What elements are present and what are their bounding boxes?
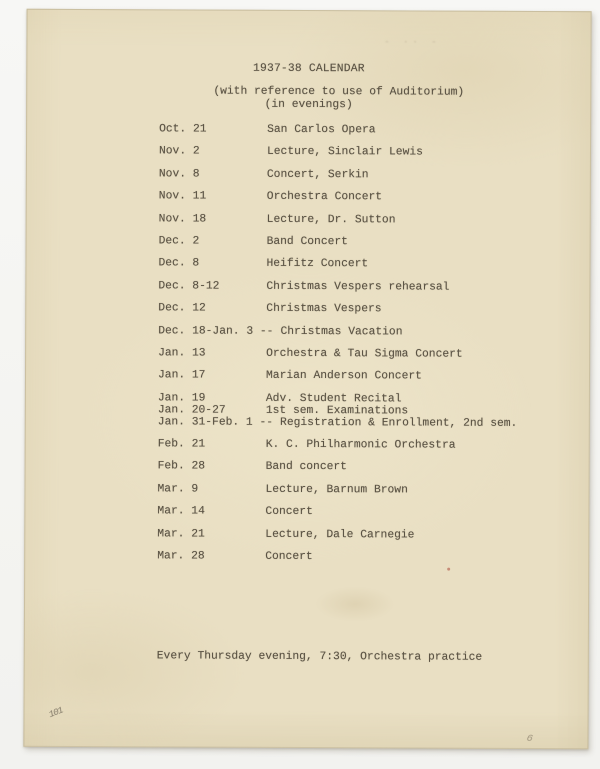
document-page bbox=[23, 9, 591, 749]
event-name: Concert bbox=[265, 550, 313, 564]
event-date: Dec. 8 bbox=[158, 257, 200, 270]
event-date: Mar. 28 bbox=[157, 550, 205, 563]
calendar-row bbox=[159, 168, 579, 182]
calendar-row bbox=[158, 438, 578, 452]
event-name: San Carlos Opera bbox=[267, 123, 376, 137]
event-name: Band concert bbox=[265, 461, 347, 474]
calendar-row bbox=[158, 347, 578, 361]
event-name: Adv. Student Recital bbox=[265, 392, 402, 406]
event-date: Nov. 8 bbox=[158, 168, 200, 181]
event-name: Concert, Serkin bbox=[266, 168, 369, 182]
event-name: Lecture, Barnum Brown bbox=[265, 483, 408, 497]
calendar-row bbox=[158, 370, 578, 384]
subtitle-line-2: (in evenings) bbox=[264, 98, 353, 112]
faded-erasure-smudge: - ·· - bbox=[384, 37, 441, 48]
event-name: Orchestra & Tau Sigma Concert bbox=[266, 347, 463, 361]
red-ink-dot bbox=[447, 568, 450, 571]
event-date: Feb. 21 bbox=[157, 438, 206, 451]
calendar-row bbox=[157, 528, 577, 542]
event-date: Jan. 17 bbox=[157, 369, 206, 382]
event-name: Christmas Vacation bbox=[280, 325, 403, 338]
calendar-row bbox=[159, 213, 579, 227]
event-name: 1st sem. Examinations bbox=[265, 404, 409, 418]
calendar-row bbox=[159, 191, 579, 205]
event-date: Feb. 28 bbox=[157, 460, 206, 474]
event-name: Concert bbox=[265, 506, 313, 519]
event-name: Orchestra Concert bbox=[266, 190, 383, 204]
event-name: Lecture, Dr. Sutton bbox=[266, 213, 396, 226]
calendar-row-vacation bbox=[158, 325, 578, 339]
calendar-row bbox=[158, 280, 578, 294]
event-date: Oct. 21 bbox=[159, 123, 207, 136]
event-date: Jan. 19 bbox=[157, 392, 206, 405]
events-list bbox=[157, 123, 579, 574]
page-title: 1937-38 CALENDAR bbox=[252, 62, 365, 76]
event-date: Mar. 14 bbox=[157, 505, 205, 518]
event-date: Nov. 2 bbox=[158, 145, 200, 158]
footer-note: Every Thursday evening, 7:30, Orchestra practice bbox=[156, 650, 483, 664]
event-date: Nov. 18 bbox=[158, 212, 207, 226]
event-date: Dec. 18-Jan. 3 -- bbox=[158, 324, 274, 338]
event-date: Nov. 11 bbox=[158, 190, 207, 203]
calendar-row bbox=[159, 123, 579, 137]
event-date: Jan. 31-Feb. 1 -- bbox=[157, 416, 274, 429]
event-name: Registration & Enrollment, 2nd sem. bbox=[280, 416, 518, 430]
event-name: Marian Anderson Concert bbox=[265, 370, 422, 383]
calendar-row bbox=[157, 550, 577, 564]
event-date: Jan. 13 bbox=[158, 347, 206, 360]
calendar-row bbox=[159, 235, 579, 249]
event-date: Mar. 9 bbox=[157, 483, 199, 496]
event-date: Dec. 8-12 bbox=[158, 280, 220, 293]
calendar-row bbox=[158, 302, 578, 316]
pencil-mark-101: 101 bbox=[47, 704, 65, 721]
event-date: Dec. 2 bbox=[158, 235, 200, 248]
event-name: Christmas Vespers rehearsal bbox=[266, 280, 450, 294]
event-name: Christmas Vespers bbox=[266, 302, 382, 316]
event-name: K. C. Philharmonic Orchestra bbox=[265, 438, 456, 452]
subtitle-line-1: (with reference to use of Auditorium) bbox=[213, 85, 465, 99]
calendar-row bbox=[158, 258, 578, 272]
calendar-row bbox=[158, 461, 578, 475]
event-date: Mar. 21 bbox=[157, 527, 205, 541]
paper-stain bbox=[315, 586, 395, 622]
event-name: Lecture, Dale Carnegie bbox=[265, 528, 415, 542]
calendar-row-registration bbox=[158, 416, 578, 430]
event-name: Band Concert bbox=[266, 235, 348, 249]
pencil-mark-squiggle: 6 bbox=[525, 733, 534, 746]
event-date: Dec. 12 bbox=[158, 302, 206, 315]
calendar-row bbox=[157, 506, 577, 520]
calendar-row bbox=[157, 483, 577, 497]
event-name: Lecture, Sinclair Lewis bbox=[266, 146, 423, 159]
calendar-row bbox=[159, 146, 579, 160]
event-name: Heifitz Concert bbox=[266, 258, 369, 271]
event-date: Jan. 20-27 bbox=[157, 404, 226, 417]
